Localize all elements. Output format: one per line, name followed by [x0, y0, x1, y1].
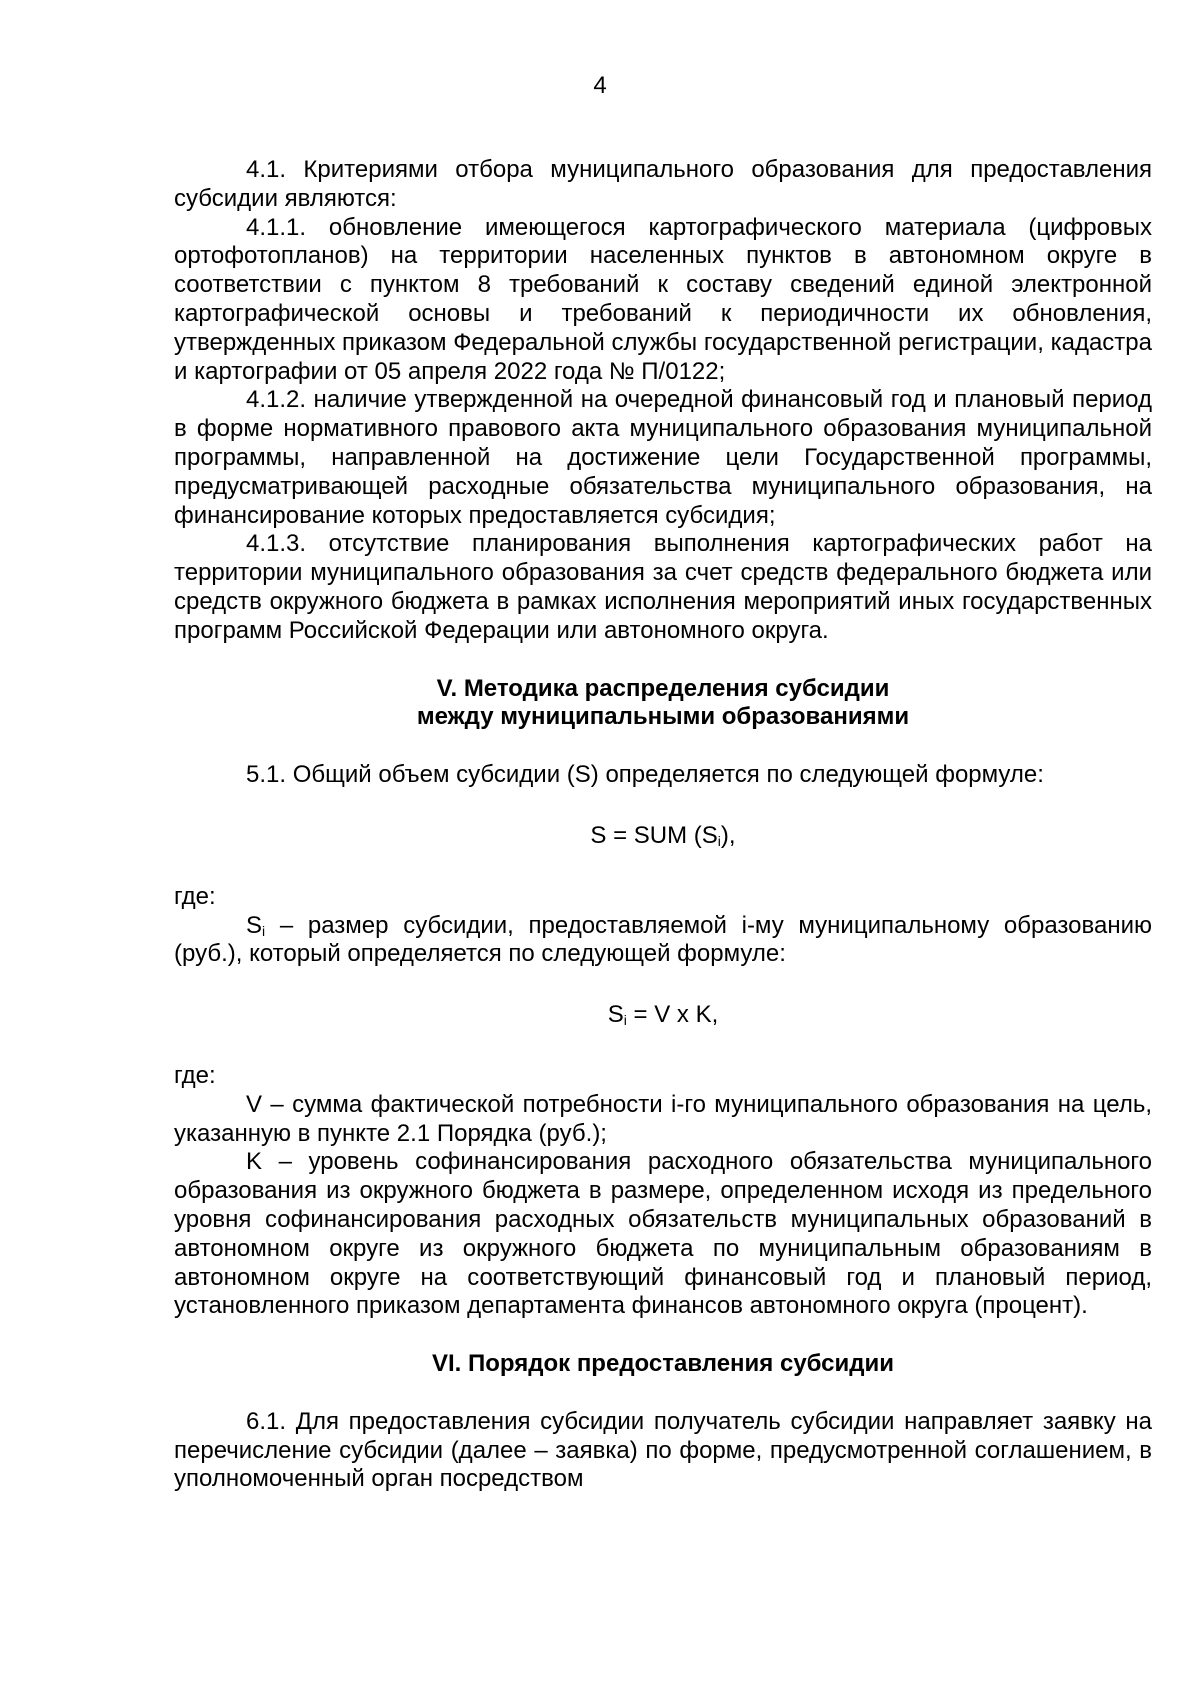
document-body — [174, 156, 1152, 1494]
paragraph-4-1: 4.1. Критериями отбора муниципального образования для предоставления субсидии являются: — [174, 156, 1152, 212]
paragraph-4-1-1: 4.1.1. обновление имеющегося картографического материала (цифровых ортофотопланов) на территории населенных пунктов в автономном округе в соответствии с пунктом 8 требований к составу сведений единой электронной картографической основы и требований к периодичности их обновления, утвержденных приказом Федеральной службы государственной регистрации, кадастра и картографии от 05 апреля 2022 года № П/0122; — [174, 213, 1152, 385]
section-v-heading-line2: между муниципальными образованиями — [416, 703, 910, 731]
definition-v: V – сумма фактической потребности i-го муниципального образования на цель, указанную в пункте 2.1 Порядка (руб.); — [174, 1090, 1152, 1147]
section-vi-heading: VI. Порядок предоставления субсидии — [431, 1350, 895, 1378]
definition-si — [174, 912, 1152, 970]
paragraph-6-1: 6.1. Для предоставления субсидии получатель субсидии направляет заявку на перечисление субсидии (далее – заявка) по форме, предусмотренной соглашением, в уполномоченный орган посредством — [174, 1407, 1152, 1493]
formula-si-index: i — [623, 1012, 627, 1029]
formula-total-subsidy-post: ), — [720, 821, 736, 849]
definition-si-var: S — [246, 911, 263, 939]
formula-total-subsidy-index: i — [717, 832, 721, 849]
definition-k: K – уровень софинансирования расходного обязательства муниципального образования из окружного бюджета в размере, определенном исходя из предельного уровня софинансирования расходных обязательств муниципальных образований в автономном округе из окружного бюджета по муниципальным образованиям в автономном округе на соответствующий финансовый год и плановый период, установленного приказом департамента финансов автономного округа (процент). — [174, 1148, 1152, 1320]
definition-si-index: i — [262, 922, 266, 939]
formula-total-subsidy — [174, 822, 1152, 851]
definition-si-text: – размер субсидии, предоставляемой i-му муниципальному образованию (руб.), который определяется по следующей формуле: — [174, 911, 1152, 968]
section-v-heading — [174, 675, 1152, 733]
formula-total-subsidy-pre: S = SUM (S — [590, 821, 718, 849]
formula-si-var: S — [607, 1001, 624, 1029]
paragraph-4-1-3: 4.1.3. отсутствие планирования выполнения картографических работ на территории муниципального образования за счет средств федерального бюджета или средств окружного бюджета в рамках исполнения мероприятий иных государственных программ Российской Федерации или автономного округа. — [174, 530, 1152, 644]
where-label-2: где: — [174, 1061, 216, 1089]
formula-si — [174, 1001, 1152, 1030]
section-v-heading-line1: V. Методика распределения субсидии — [436, 674, 890, 702]
paragraph-4-1-2: 4.1.2. наличие утвержденной на очередной финансовый год и плановый период в форме нормативного правового акта муниципального образования муниципальной программы, направленной на достижение цели Государственной программы, предусматривающей расходные обязательства муниципального образования, на финансирование которых предоставляется субсидия; — [174, 386, 1152, 529]
page-number: 4 — [593, 72, 607, 99]
formula-si-post: = V x K, — [626, 1001, 719, 1029]
where-label-1: где: — [174, 882, 216, 910]
paragraph-5-1: 5.1. Общий объем субсидии (S) определяется по следующей формуле: — [246, 761, 1044, 789]
